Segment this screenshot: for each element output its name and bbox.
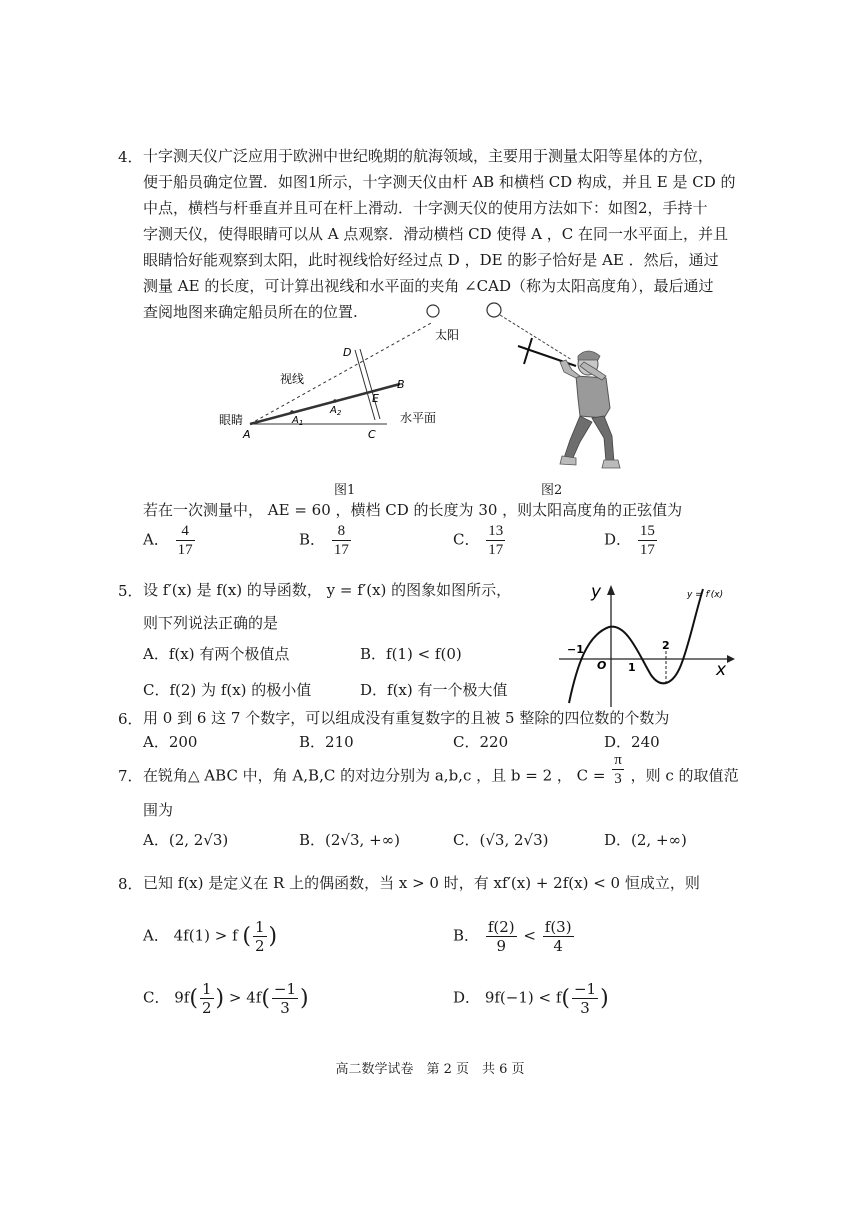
y-axis-label: y bbox=[591, 582, 602, 602]
q7-option-b: B．(2√3, +∞) bbox=[299, 831, 400, 849]
q4-line-1: 十字测天仪广泛应用于欧洲中世纪晚期的航海领域，主要用于测量太阳等星体的方位， bbox=[143, 147, 714, 165]
label-sight: 视线 bbox=[280, 372, 305, 386]
label-sun: 太阳 bbox=[435, 328, 460, 342]
label-a1: $A_1$ bbox=[292, 415, 304, 427]
label-a2: $A_2$ bbox=[330, 405, 342, 417]
x-axis-label: x bbox=[716, 660, 727, 680]
q4-option-c: C． $\frac{13}{17}$ bbox=[453, 523, 504, 558]
q5-option-c: C．f(2) 为 f(x) 的极小值 bbox=[143, 681, 312, 699]
sight-line bbox=[250, 322, 433, 424]
derivative-graph bbox=[555, 575, 740, 710]
q6-text: 用 0 到 6 这 7 个数字，可以组成没有重复数字的且被 5 整除的四位数的个数为 bbox=[143, 709, 670, 727]
tick-label-neg1: −1 bbox=[567, 643, 584, 656]
q7-option-d: D．(2, +∞) bbox=[604, 831, 687, 849]
q6-option-a: A．200 bbox=[143, 733, 198, 751]
curve-f-prime bbox=[569, 589, 703, 703]
q8-text: 已知 f(x) 是定义在 R 上的偶函数，当 x > 0 时，有 xf′(x) + 2f(x) < 0 恒成立，则 bbox=[143, 874, 700, 892]
q5-option-d: D．f(x) 有一个极大值 bbox=[360, 681, 508, 699]
q5-option-b: B．f(1) < f(0) bbox=[360, 645, 462, 663]
q8-option-a: A． 4f(1) > f ( $\frac{1}{2}$ ) bbox=[143, 918, 278, 955]
q4-number: 4． bbox=[118, 148, 143, 166]
label-a: A bbox=[243, 428, 251, 441]
point-a1 bbox=[290, 410, 294, 414]
sun-icon bbox=[487, 303, 501, 317]
q7-line-2: 围为 bbox=[143, 801, 174, 819]
q5-line-2: 则下列说法正确的是 bbox=[143, 614, 279, 632]
q4-option-b: B． $\frac{8}{17}$ bbox=[299, 523, 349, 558]
q7-number: 7． bbox=[118, 767, 143, 785]
origin-label: O bbox=[597, 659, 607, 672]
point-a2 bbox=[333, 399, 337, 403]
tick-label-1: 1 bbox=[628, 661, 636, 674]
label-eye: 眼睛 bbox=[219, 413, 244, 427]
figure-1-caption: 图1 bbox=[334, 483, 356, 498]
q4-line-4: 字测天仪，使得眼睛可以从 A 点观察．滑动横档 CD 使得 A ，C 在同一水平面上，并且 bbox=[143, 225, 729, 243]
label-b: B bbox=[397, 378, 405, 391]
q4-line-2: 便于船员确定位置．如图1所示，十字测天仪由杆 AB 和横档 CD 构成，并且 E 是 CD 的 bbox=[143, 173, 736, 191]
label-horizon: 水平面 bbox=[400, 411, 437, 425]
q8-option-c: C． 9f( $\frac{1}{2}$ ) > 4f( $\frac{-1}{3}$ ) bbox=[143, 980, 309, 1017]
q4-stem: 若在一次测量中， AE = 60 ，横档 CD 的长度为 30 ，则太阳高度角的正弦值为 bbox=[143, 501, 683, 519]
q4-line-3: 中点，横档与杆垂直并且可在杆上滑动．十字测天仪的使用方法如下：如图2，手持十 bbox=[143, 199, 708, 217]
q6-option-b: B．210 bbox=[299, 733, 354, 751]
q5-line-1: 设 f′(x) 是 f(x) 的导函数， y = f′(x) 的图象如图所示， bbox=[143, 581, 512, 599]
q4-line-5: 眼睛恰好能观察到太阳，此时视线恰好经过点 D ，DE 的影子恰好是 AE ．然后，通过 bbox=[143, 251, 719, 269]
x-axis-arrow-icon bbox=[727, 655, 735, 663]
sun-icon bbox=[427, 305, 439, 317]
label-c: C bbox=[368, 428, 376, 441]
q5-option-a: A．f(x) 有两个极值点 bbox=[143, 645, 290, 663]
q7-line-1: 在锐角△ ABC 中，角 A,B,C 的对边分别为 a,b,c ，且 b = 2 ， C = $\frac{\pi}{3}$ ，则 c 的取值范 bbox=[143, 752, 739, 787]
figure-2-caption: 图2 bbox=[541, 483, 563, 498]
crosspiece-cd-left bbox=[355, 350, 375, 420]
q6-option-d: D．240 bbox=[604, 733, 660, 751]
page-footer: 高二数学试卷 第 2 页 共 6 页 bbox=[335, 1062, 525, 1077]
crosspiece-cd-right bbox=[360, 349, 380, 419]
q4-option-d: D． $\frac{15}{17}$ bbox=[604, 523, 655, 558]
q8-option-d: D． 9f(−1) < f( $\frac{-1}{3}$ ) bbox=[453, 980, 609, 1017]
label-e: E bbox=[372, 392, 379, 405]
figure-1-cross-staff-diagram bbox=[215, 300, 475, 450]
q8-number: 8． bbox=[118, 875, 143, 893]
q6-number: 6． bbox=[118, 710, 143, 728]
q6-option-c: C．220 bbox=[453, 733, 509, 751]
q4-line-6: 测量 AE 的长度，可计算出视线和水平面的夹角 ∠CAD（称为太阳高度角），最后通过 bbox=[143, 277, 714, 295]
person-figure bbox=[560, 351, 620, 468]
q4-line-7: 查阅地图来确定船员所在的位置. bbox=[143, 303, 358, 321]
q4-option-a: A． $\frac{4}{17}$ bbox=[143, 523, 193, 558]
curve-label: y = f′(x) bbox=[687, 590, 724, 600]
tick-label-2: 2 bbox=[662, 639, 670, 652]
q5-number: 5． bbox=[118, 582, 143, 600]
figure-2-person-with-cross-staff bbox=[480, 298, 630, 473]
y-axis-arrow-icon bbox=[607, 585, 615, 595]
q7-option-a: A．(2, 2√3) bbox=[143, 831, 229, 849]
q7-option-c: C．(√3, 2√3) bbox=[453, 831, 549, 849]
q8-option-b: B． $\frac{f(2)}{9}$ < $\frac{f(3)}{4}$ bbox=[453, 918, 572, 955]
label-d: D bbox=[343, 346, 352, 359]
